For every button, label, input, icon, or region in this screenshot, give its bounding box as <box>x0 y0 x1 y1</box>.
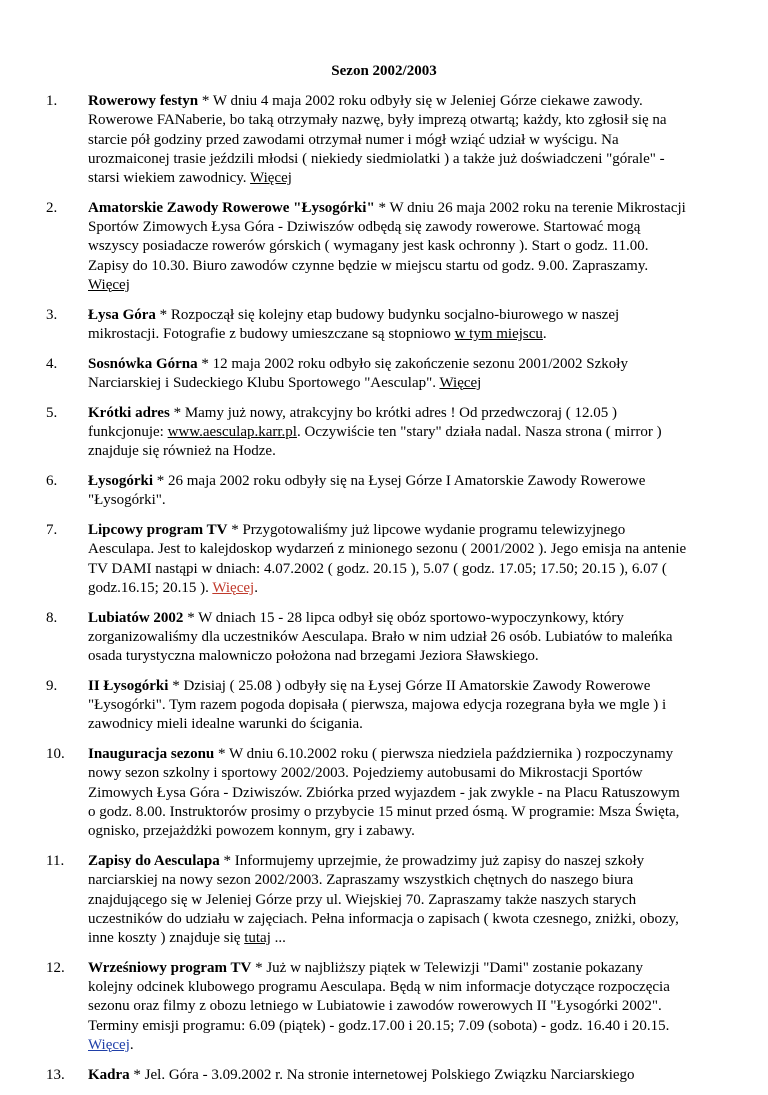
list-item <box>0 677 768 735</box>
item-heading: Lubiatów 2002 <box>88 609 184 626</box>
item-tail: . <box>129 1037 134 1054</box>
list-item <box>0 745 768 841</box>
item-heading: Wrześniowy program TV <box>88 959 252 976</box>
item-number: 12. <box>46 959 65 976</box>
item-number: 13. <box>46 1066 65 1083</box>
more-link[interactable]: Więcej <box>212 579 255 596</box>
item-heading: Zapisy do Aesculapa <box>88 853 220 869</box>
item-text: * W dniu 26 maja 2002 roku na terenie Mikrostacji Sportów Zimowych Łysa Góra - Dziwiszów odbędą się zawody rowerowe. Startować mogą wszyscy posiadacze rowerów górskich ( wymagany jest kask ochronny ). Start o godz. 11.00. Zapisy do 10.30. Biuro zawodów czynne będzie w miejscu startu od godz. 9.00. Zapraszamy. <box>88 199 686 274</box>
item-heading: Sosnówka Górna <box>88 355 198 372</box>
list-item <box>0 199 768 295</box>
item-text: * 26 maja 2002 roku odbyły się na Łysej Górze I Amatorskie Zawody Rowerowe "Łysogórki". <box>88 473 646 509</box>
list-item <box>0 959 768 1055</box>
item-tail: ... <box>270 930 286 947</box>
item-heading: Inauguracja sezonu <box>88 746 215 763</box>
more-link[interactable]: Więcej <box>439 375 482 392</box>
item-heading: Amatorskie Zawody Rowerowe "Łysogórki" <box>88 199 375 216</box>
item-heading: Krótki adres <box>88 404 170 421</box>
more-link[interactable]: Więcej <box>250 170 292 187</box>
item-number: 5. <box>46 404 58 421</box>
item-number: 7. <box>46 521 58 538</box>
item-text: * Dzisiaj ( 25.08 ) odbyły się na Łysej Górze II Amatorskie Zawody Rowerowe "Łysogórki". Tym razem pogoda dopisała ( pierwsza, majowa edycja rozegrana była we mgle ) i zawodnicy mieli idealne warunki do ścigania. <box>88 677 667 733</box>
list-item <box>0 609 768 667</box>
item-number: 9. <box>46 677 58 694</box>
news-list <box>0 92 768 1095</box>
list-item <box>0 852 768 948</box>
item-tail: . <box>542 326 547 343</box>
item-text: * W dniu 4 maja 2002 roku odbyły się w Jeleniej Górze ciekawe zawody. Rowerowe FANaberie, bo taką otrzymały nazwę, były imprezą otwartą; każdy, kto zgłosił się na starcie pół godziny przed zawodami otrzymał numer i mógł wziąć udział w wyścigu. Na urozmaiconej trasie jeździli młodsi ( niekiedy siedmiolatki ) a także już doświadczeni "górale" - starsi wiekiem zawodnicy. <box>88 93 667 187</box>
item-heading: Rowerowy festyn <box>88 93 199 109</box>
item-heading: II Łysogórki <box>88 677 169 694</box>
item-text: * Rozpoczął się kolejny etap budowy budynku socjalno-biurowego w naszej mikrostacji. Fotografie z budowy umieszczane są stopniowo <box>88 306 620 343</box>
item-number: 10. <box>46 746 65 763</box>
item-number: 2. <box>46 199 58 216</box>
more-link[interactable]: Więcej <box>88 277 130 294</box>
list-item <box>0 472 768 511</box>
list-item <box>0 1066 768 1085</box>
item-tail: . Oczywiście ten "stary" działa nadal. Nasza strona ( mirror ) znajduje się również na Hodze. <box>88 424 662 460</box>
item-number: 4. <box>46 355 58 372</box>
item-number: 8. <box>46 609 58 626</box>
item-number: 3. <box>46 306 58 323</box>
here-link[interactable]: tutaj <box>244 930 271 947</box>
item-text: * W dniach 15 - 28 lipca odbył się obóz sportowo-wypoczynkowy, który zorganizowaliśmy dla uczestników Aesculapa. Brało w nim udział 26 osób. Lubiatów to maleńka osada turystyczna malowniczo położona nad brzegami Jeziora Sławskiego. <box>88 609 673 665</box>
item-tail: . <box>254 579 258 596</box>
item-number: 11. <box>46 853 65 869</box>
list-item <box>0 355 768 394</box>
item-heading: Lipcowy program TV <box>88 521 228 538</box>
item-heading: Łysa Góra <box>88 306 156 323</box>
item-number: 6. <box>46 473 58 489</box>
item-text: * 12 maja 2002 roku odbyło się zakończenie sezonu 2001/2002 Szkoły Narciarskiej i Sudeckiego Klubu Sportowego "Aesculap". <box>88 355 628 392</box>
gallery-link[interactable]: w tym miejscu <box>454 326 543 343</box>
more-link[interactable]: Więcej <box>88 1037 130 1054</box>
item-text: * W dniu 6.10.2002 roku ( pierwsza niedziela października ) rozpoczynamy nowy sezon szkolny i sportowy 2002/2003. Pojedziemy autobusami do Mikrostacji Sportów Zimowych Łysa Góra - Dziwiszów. Zbiórka przed wyjazdem - jak zwykle - na Placu Ratuszowym o godz. 8.00. Instruktorów prosimy o przybycie 15 minut przed ósmą. W programie: Msza Święta, ognisko, przejażdżki powozem konnym, gry i zabawy. <box>88 746 680 840</box>
list-item <box>0 521 768 598</box>
item-text: * Jel. Góra - 3.09.2002 r. Na stronie internetowej Polskiego Związku Narciarskiego <box>129 1066 635 1083</box>
list-item <box>0 92 768 188</box>
website-link[interactable]: www.aesculap.karr.pl <box>167 424 297 441</box>
item-text: * Przygotowaliśmy już lipcowe wydanie programu telewizyjnego Aesculapa. Jest to kalejdoskop wydarzeń z minionego sezonu ( 2001/2002 ). Jego emisja na antenie TV DAMI nastąpi w dniach: 4.07.2002 ( godz. 20.15 ), 5.07 ( godz. 17.05; 17.50; 20.15 ), 6.07 ( godz.16.15; 20.15 ). <box>88 521 687 596</box>
item-text: * Mamy już nowy, atrakcyjny bo krótki adres ! Od przedwczoraj ( 12.05 ) funkcjonuje: <box>88 404 618 441</box>
item-heading: Kadra <box>88 1066 130 1083</box>
page-title: Sezon 2002/2003 <box>331 63 437 79</box>
item-text: * Informujemy uprzejmie, że prowadzimy już zapisy do naszej szkoły narciarskiej na nowy sezon 2002/2003. Zapraszamy wszystkich chętnych do naszego biura znajdującego się w Jeleniej Górze przy ul. Wiejskiej 70. Zapraszamy także naszych starych uczestników do udziału w zajęciach. Pełna informacja o zapisach ( kwota czesnego, zniżki, obozy, inne koszty ) znajduje się <box>88 853 679 947</box>
item-text: * Już w najbliższy piątek w Telewizji "Dami" zostanie pokazany kolejny odcinek klubowego programu Aesculapa. Będą w nim informacje dotyczące rozpoczęcia sezonu oraz filmy z obozu letniego w Lubiatowie i zawodów rowerowych II "Łysogórki 2002". Terminy emisji programu: 6.09 (piątek) - godz.17.00 i 20.15; 7.09 (sobota) - godz. 16.40 i 20.15. <box>88 959 670 1034</box>
item-number: 1. <box>46 93 58 109</box>
item-heading: Łysogórki <box>88 473 154 489</box>
list-item <box>0 404 768 462</box>
list-item <box>0 306 768 345</box>
